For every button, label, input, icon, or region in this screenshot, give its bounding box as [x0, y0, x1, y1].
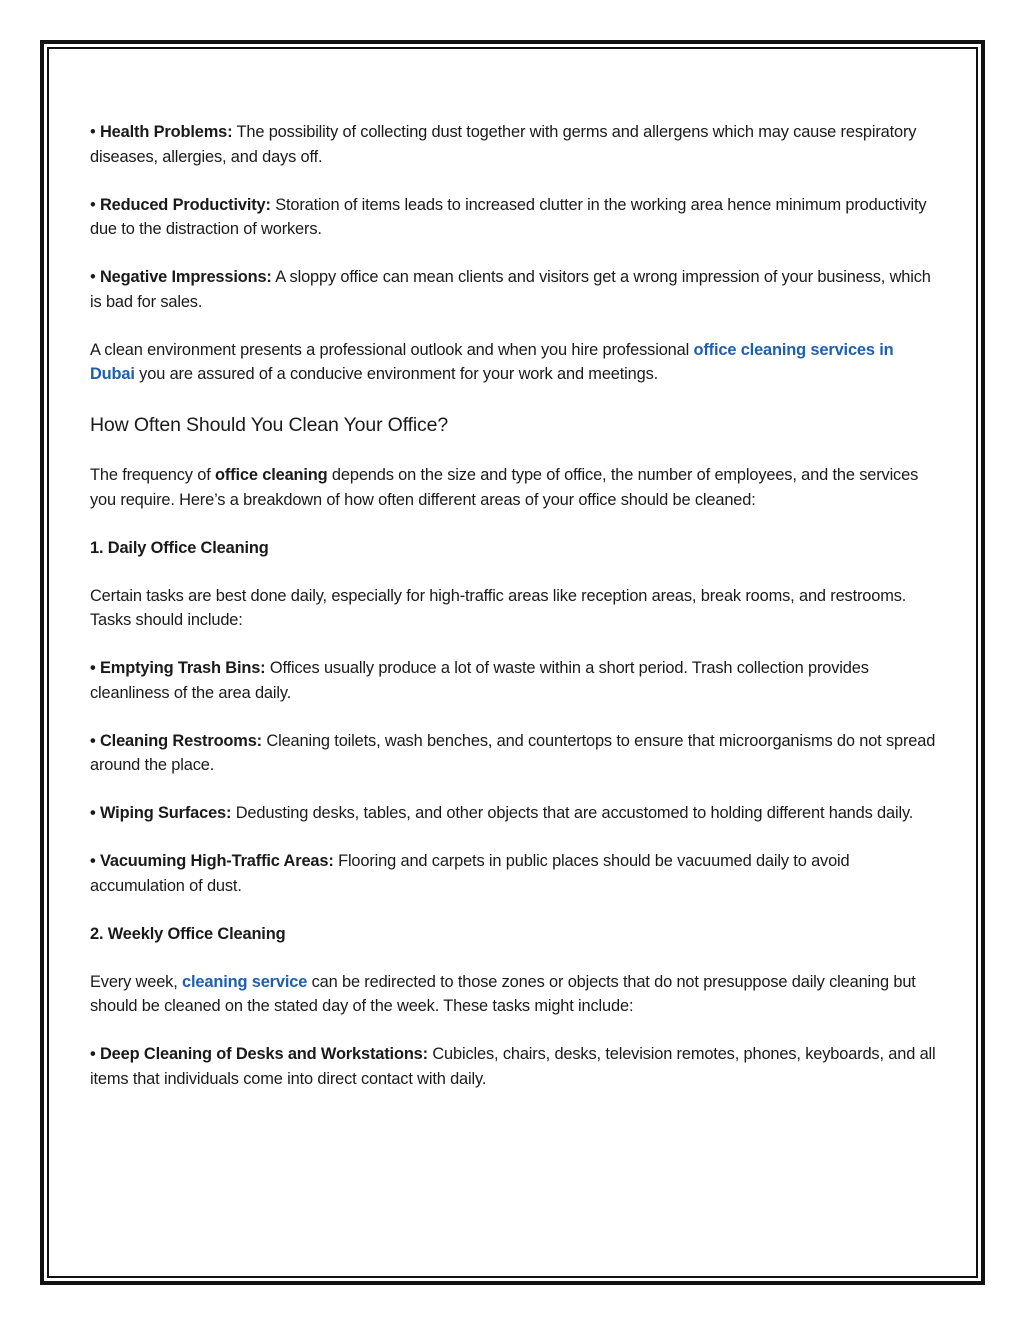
paragraph-text: depends on the size and type of office, the number of employees, and the services you require. Here’s a breakdown of how often different areas of your office should be cleaned: [90, 466, 919, 509]
bullet-term: Deep Cleaning of Desks and Workstations: [100, 1045, 428, 1063]
bullet-term: Vacuuming High-Traffic Areas: [100, 852, 334, 870]
bullet-term: Wiping Surfaces: [100, 804, 232, 822]
clean-environment-paragraph [90, 338, 940, 387]
paragraph-text: can be redirected to those zones or objects that do not presuppose daily cleaning but should be cleaned on the stated day of the week. These tasks might include: [90, 972, 916, 1015]
bullet-glyph: • [90, 268, 96, 286]
bullet-emptying-trash [90, 656, 940, 705]
bullet-deep-cleaning-desks [90, 1042, 940, 1091]
bullet-cleaning-restrooms [90, 729, 940, 778]
bullet-health-problems [90, 120, 940, 169]
bullet-reduced-productivity [90, 193, 940, 242]
bullet-glyph: • [90, 1045, 96, 1063]
bullet-text: Storation of items leads to increased clutter in the working area hence minimum productivity due to the distraction of workers. [90, 195, 927, 238]
bullet-text: A sloppy office can mean clients and visitors get a wrong impression of your business, which is bad for sales. [90, 268, 931, 311]
bullet-text: Dedusting desks, tables, and other objects that are accustomed to holding different hands daily. [231, 804, 914, 822]
paragraph-text: Every week, [90, 972, 183, 991]
bullet-glyph: • [90, 659, 96, 677]
document-body [90, 120, 940, 1115]
cleaning-service-link[interactable]: cleaning service [182, 972, 308, 991]
bullet-term: Emptying Trash Bins: [100, 659, 266, 677]
bullet-text: Cubicles, chairs, desks, television remotes, phones, keyboards, and all items that individuals come into direct contact with daily. [90, 1045, 936, 1088]
paragraph-bold: office cleaning [215, 466, 328, 484]
paragraph-text: you are assured of a conducive environment for your work and meetings. [134, 365, 659, 383]
weekly-cleaning-intro [90, 970, 940, 1019]
bullet-text: Offices usually produce a lot of waste within a short period. Trash collection provides cleanliness of the area daily. [90, 659, 869, 702]
section-heading: How Often Should You Clean Your Office? [90, 414, 449, 436]
frequency-paragraph [90, 463, 940, 512]
bullet-vacuuming [90, 849, 940, 898]
daily-cleaning-title: 1. Daily Office Cleaning [90, 538, 269, 557]
bullet-glyph: • [90, 804, 96, 822]
bullet-text: Flooring and carpets in public places should be vacuumed daily to avoid accumulation of dust. [90, 852, 850, 895]
bullet-term: Negative Impressions: [100, 268, 272, 286]
paragraph-text: The frequency of [90, 466, 216, 484]
bullet-term: Reduced Productivity: [100, 195, 271, 214]
bullet-glyph: • [90, 123, 96, 141]
bullet-glyph: • [90, 731, 96, 750]
daily-cleaning-intro: Certain tasks are best done daily, especially for high-traffic areas like reception areas, break rooms, and restrooms. Tasks should include: [90, 586, 907, 629]
bullet-term: Cleaning Restrooms: [100, 731, 262, 750]
bullet-negative-impressions [90, 265, 940, 314]
bullet-text: Cleaning toilets, wash benches, and countertops to ensure that microorganisms do not spread around the place. [90, 731, 936, 774]
paragraph-text: A clean environment presents a professional outlook and when you hire professional [90, 340, 694, 359]
bullet-text: The possibility of collecting dust together with germs and allergens which may cause respiratory diseases, allergies, and days off. [90, 123, 917, 166]
bullet-glyph: • [90, 852, 96, 870]
bullet-term: Health Problems: [100, 123, 233, 141]
office-cleaning-dubai-link[interactable]: office cleaning services in Dubai [90, 340, 894, 383]
bullet-glyph: • [90, 195, 96, 214]
weekly-cleaning-title: 2. Weekly Office Cleaning [90, 924, 286, 943]
bullet-wiping-surfaces [90, 801, 940, 826]
